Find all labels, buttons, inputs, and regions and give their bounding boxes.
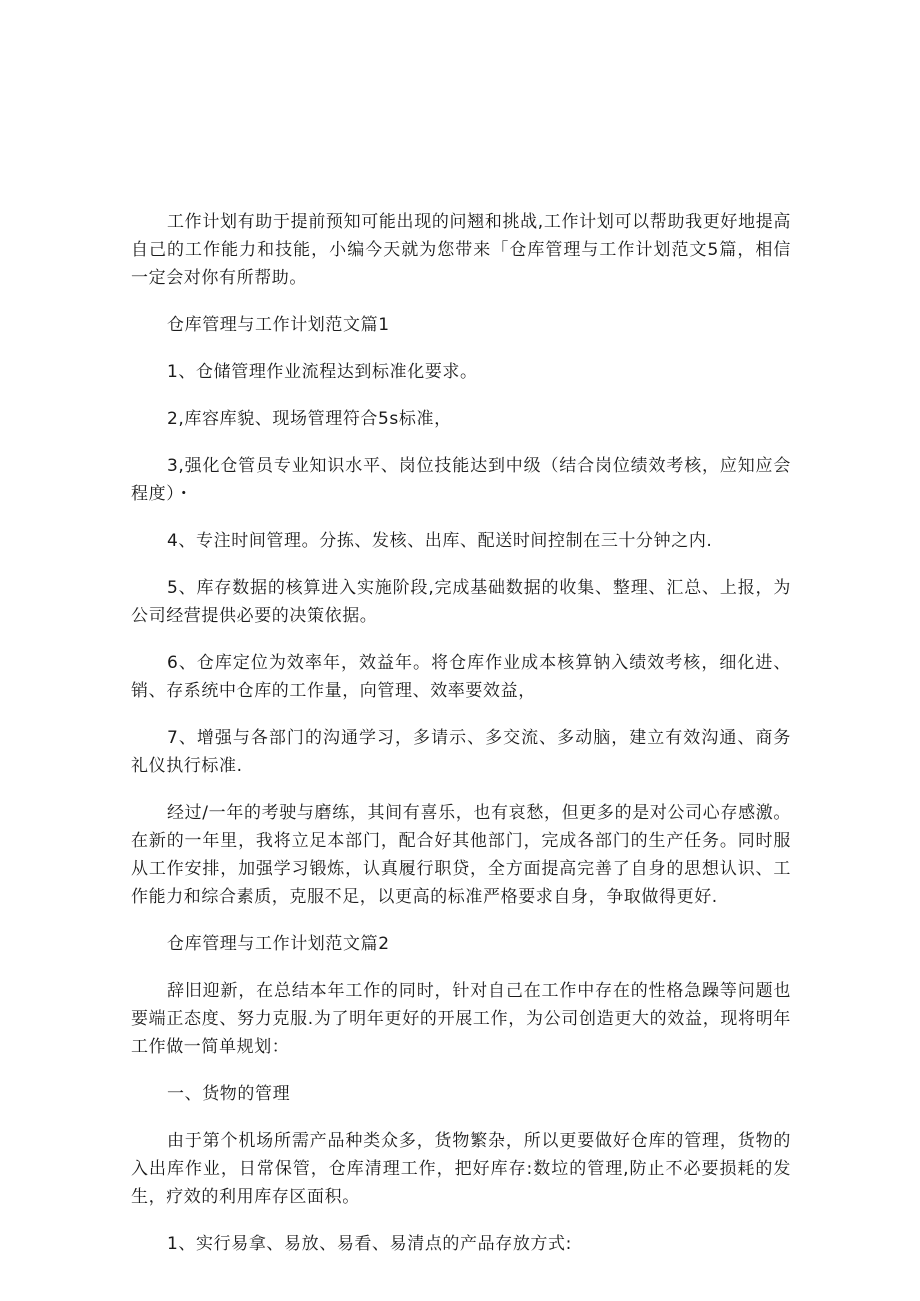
section-2-paragraph: 由于第个机场所需产品种类众多，货物繁杂，所以更要做好仓库的管理，货物的入出库作业，日常保管，仓库清理工作，把好库存:数垃的管理,防止不必要损耗的发生，疗效的利用库存区面积。	[131, 1131, 791, 1207]
section-1-item-6: 6、仓库定位为效率年，效益年。将仓库作业成本核算钠入绩效考核，细化进、销、存系统中仓库的工作量，向管理、效率要效益，	[131, 653, 791, 701]
intro-paragraph: 工作计划有助于提前预知可能出现的问翘和挑战,工作计划可以帮助我更好地提高自己的工作能力和技能，小编今天就为您带来「仓库管理与工作计划范文5篇，相信一定会对你有所帮助。	[131, 212, 791, 288]
section-1-item-4: 4、专注时间管理。分拣、发核、出库、配送时间控制在三十分钟之内.	[167, 531, 713, 551]
section-2-subheading: 一、货物的管理	[167, 1084, 291, 1104]
section-1-summary: 经过/一年的考驶与磨练，其间有喜乐，也有哀愁，但更多的是对公司心存感激。在新的一年里，我将立足本部门，配合好其他部门，完成各部门的生产任务。同时服从工作安排，加强学习锻炼，认真履行职贷，全方面提高完善了自身的思想认识、工作能力和综合素质，克服不足，以更高的标准严格要求自身，争取做得更好.	[131, 803, 791, 907]
section-1-item-3: 3,强化仓管员专业知识水平、岗位技能达到中级（结合岗位绩效考核，应知应会程度）・	[131, 456, 791, 504]
document-body	[131, 208, 791, 1277]
section-1-item-7: 7、增强与各部门的沟通学习，多请示、多交流、多动脑，建立有效沟通、商务礼仪执行标准.	[131, 728, 791, 776]
section-1-title: 仓库管理与工作计划范文篇1	[167, 315, 390, 335]
section-1-item-5: 5、库存数据的核算进入实施阶段,完成基础数据的收集、整理、汇总、上报，为公司经营提供必要的决策依据。	[131, 578, 791, 626]
section-2-item-1: 1、实行易拿、易放、易看、易清点的产品存放方式:	[167, 1234, 572, 1254]
section-1-item-2: 2,库容库貌、现场管理符合5s标准，	[167, 409, 452, 429]
section-2-title: 仓库管理与工作计划范文篇2	[167, 934, 390, 954]
section-1-item-1: 1、仓储管理作业流程达到标准化要求。	[167, 362, 478, 382]
section-2-intro: 辞旧迎新，在总结本年工作的同时，针对自己在工作中存在的性格急躁等问题也要端正态度、努力克服.为了明年更好的开展工作，为公司创造更大的效益，现将明年工作做一简单规划：	[131, 981, 791, 1057]
